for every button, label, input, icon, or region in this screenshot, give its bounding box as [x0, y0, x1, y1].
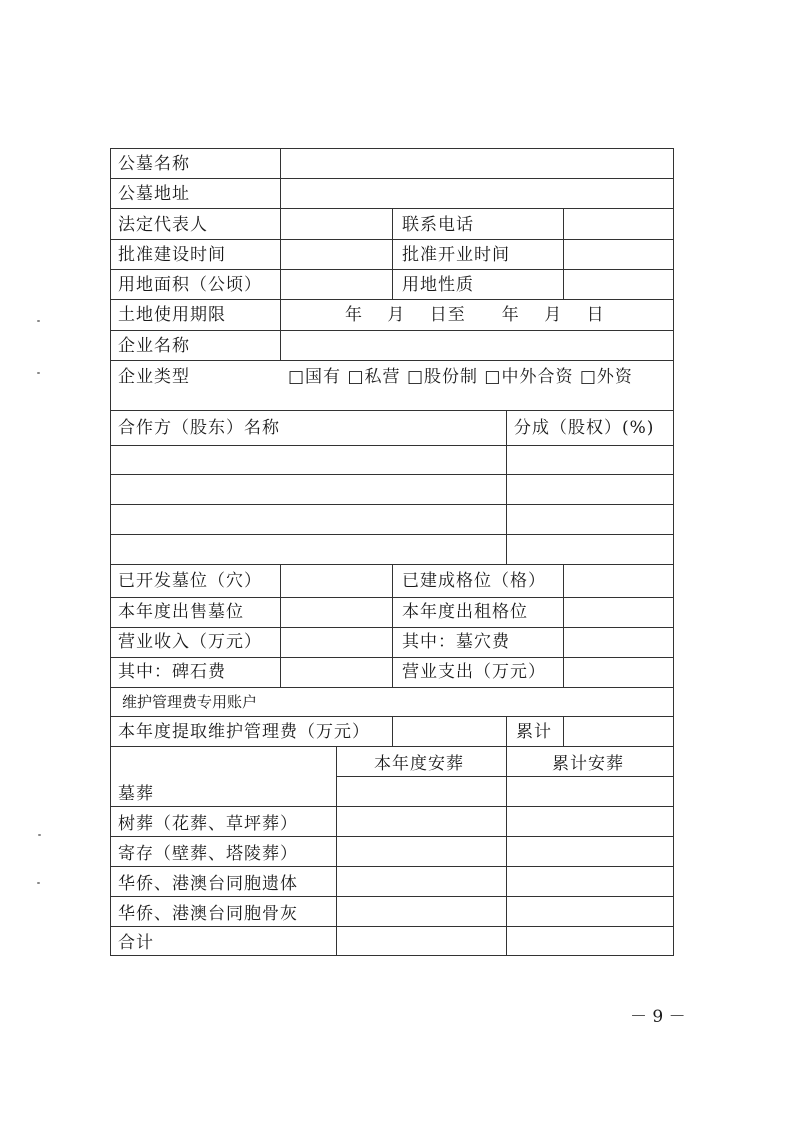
label-developed-plots: 已开发墓位（穴） [118, 571, 262, 591]
col-line [280, 148, 281, 360]
label-company-type: 企业类型 [118, 367, 190, 387]
label-expense: 营业支出（万元） [402, 662, 546, 682]
option-joint-stock[interactable]: □股份制 [406, 367, 478, 387]
label-land-nature: 用地性质 [402, 275, 474, 295]
burial-row-label: 华侨、港澳台同胞骨灰 [118, 904, 298, 924]
col-line [506, 410, 507, 564]
label-land-term: 土地使用期限 [118, 305, 226, 325]
col-line [506, 746, 507, 956]
label-cumulative: 累计 [516, 722, 552, 742]
label-legal-rep: 法定代表人 [118, 215, 208, 235]
row-line [110, 866, 674, 867]
col-line [392, 564, 393, 687]
label-stone-fee: 其中：碑石费 [118, 662, 226, 682]
col-line [506, 716, 507, 746]
row-line [110, 687, 674, 688]
col-line [563, 208, 564, 299]
scan-speck [37, 882, 40, 884]
label-cemetery-name: 公墓名称 [118, 154, 190, 174]
scan-speck [38, 834, 41, 836]
page-number: － 9 － [630, 1007, 686, 1027]
row-line [110, 410, 674, 411]
option-foreign[interactable]: □外资 [579, 367, 633, 387]
label-sold-plots-year: 本年度出售墓位 [118, 602, 244, 622]
row-line [110, 926, 674, 927]
col-line [336, 746, 337, 956]
option-private[interactable]: □私营 [347, 367, 401, 387]
value-land-term-dates: 年 月 日至 年 月 日 [345, 305, 605, 325]
label-rented-niches-year: 本年度出租格位 [402, 602, 528, 622]
company-type-options [288, 367, 633, 387]
col-line [392, 208, 393, 299]
col-line [563, 564, 564, 687]
label-cemetery-address: 公墓地址 [118, 184, 190, 204]
scan-speck [37, 320, 40, 322]
row-line [110, 836, 674, 837]
row-line [110, 504, 674, 505]
row-line [110, 178, 674, 179]
row-line [110, 474, 674, 475]
col-line [563, 716, 564, 746]
row-line [110, 445, 674, 446]
label-approved-build-time: 批准建设时间 [118, 245, 226, 265]
header-burial-year: 本年度安葬 [374, 754, 464, 774]
burial-row-label: 寄存（壁葬、塔陵葬） [118, 844, 298, 864]
label-built-niches: 已建成格位（格） [402, 571, 546, 591]
row-line [336, 776, 674, 777]
burial-row-label: 树葬（花葬、草坪葬） [118, 814, 298, 834]
label-land-area: 用地面积（公顷） [118, 275, 262, 295]
label-partner-name: 合作方（股东）名称 [118, 418, 280, 438]
col-line [392, 716, 393, 746]
label-approved-open-time: 批准开业时间 [402, 245, 510, 265]
row-line [110, 330, 674, 331]
option-state-owned[interactable]: □国有 [288, 367, 342, 387]
row-line [110, 534, 674, 535]
label-share-ratio: 分成（股权）(%) [514, 418, 655, 438]
label-maintenance-fee-year: 本年度提取维护管理费（万元） [118, 722, 370, 742]
row-line [110, 360, 674, 361]
option-sino-foreign[interactable]: □中外合资 [484, 367, 574, 387]
label-plot-fee: 其中：墓穴费 [402, 632, 510, 652]
row-line [110, 299, 674, 300]
scan-speck [37, 372, 40, 374]
row-line [110, 746, 674, 747]
col-line [280, 564, 281, 687]
row-line [110, 896, 674, 897]
burial-row-label: 墓葬 [118, 784, 154, 804]
burial-row-label: 华侨、港澳台同胞遗体 [118, 874, 298, 894]
header-burial-cumulative: 累计安葬 [552, 754, 624, 774]
label-maintenance-account: 维护管理费专用账户 [122, 693, 258, 711]
row-line [110, 806, 674, 807]
label-contact-phone: 联系电话 [402, 215, 474, 235]
label-revenue: 营业收入（万元） [118, 632, 262, 652]
label-company-name: 企业名称 [118, 336, 190, 356]
burial-row-label: 合计 [118, 933, 154, 953]
